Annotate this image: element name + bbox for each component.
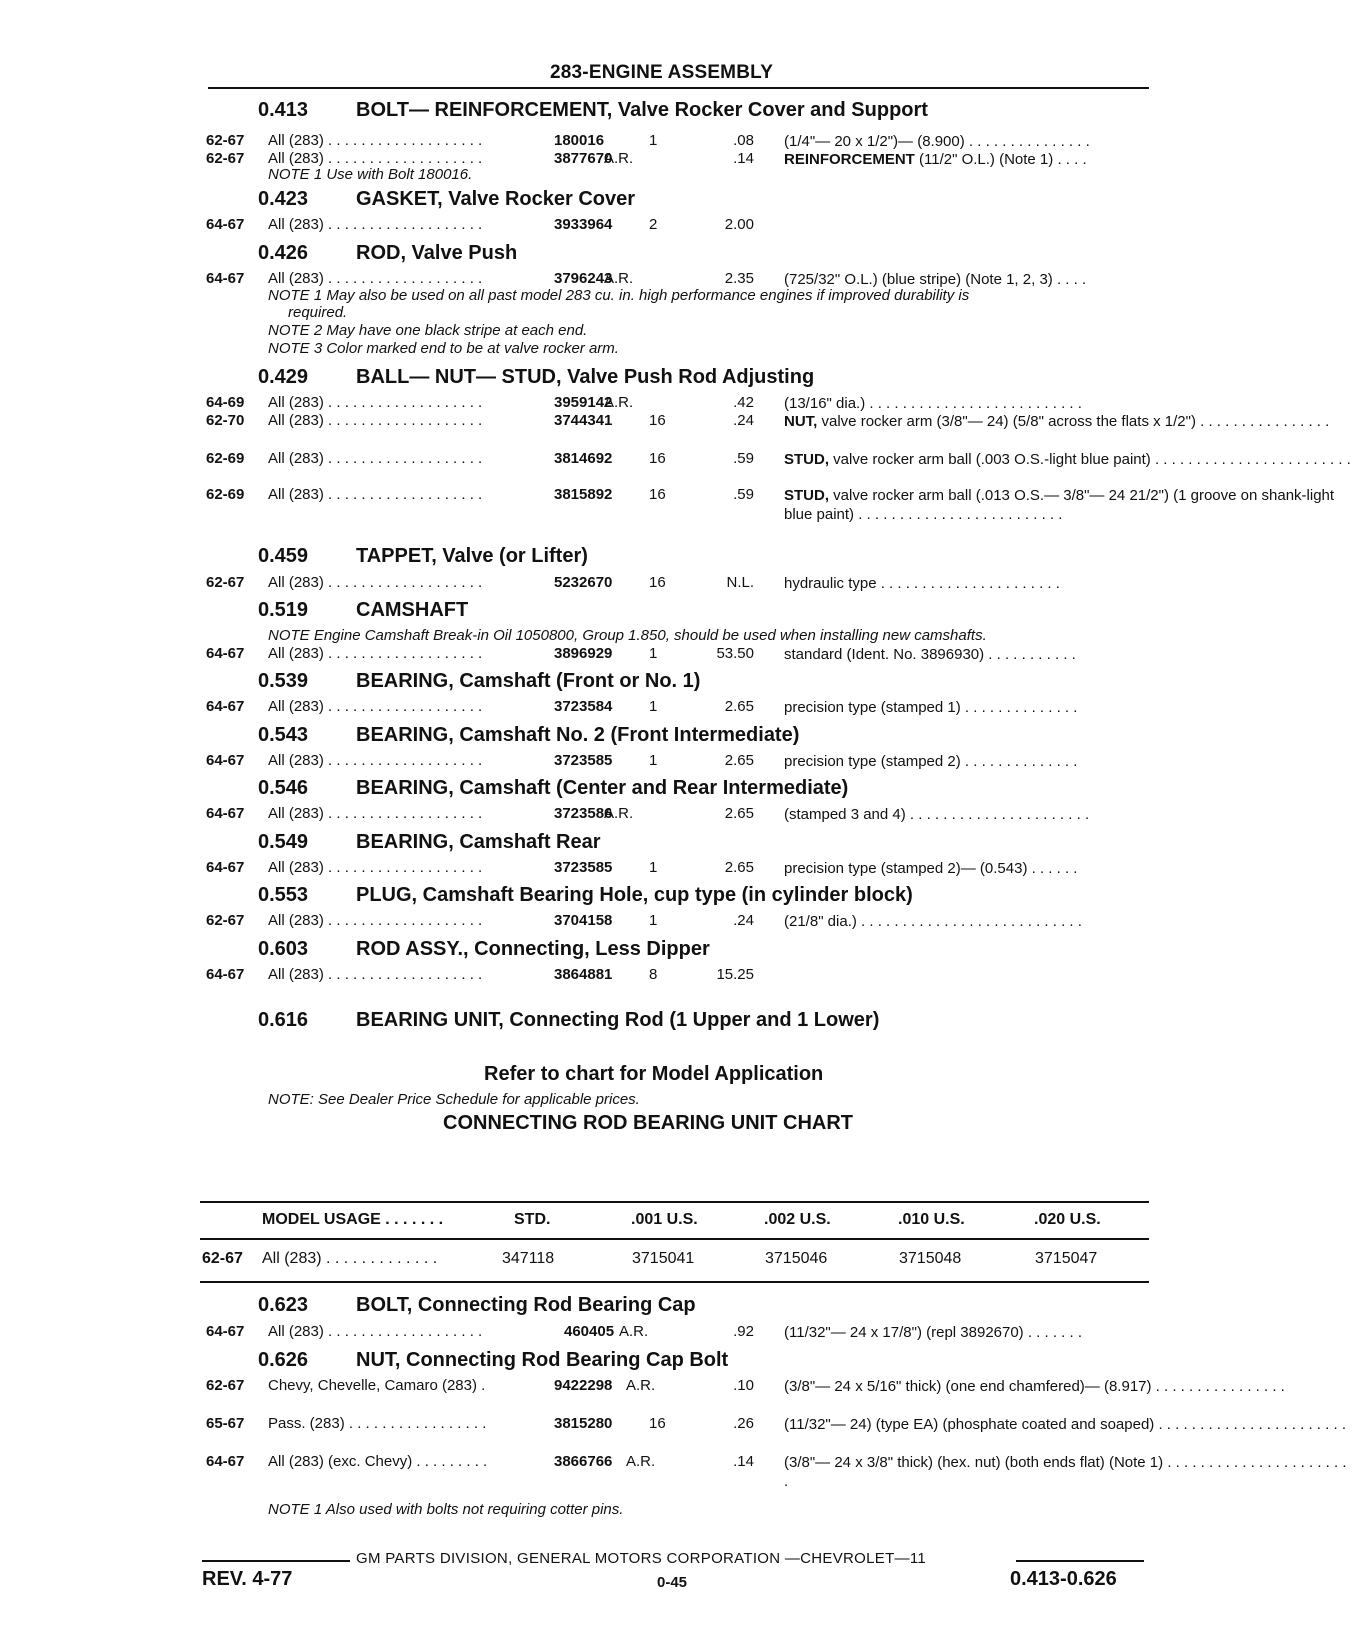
quantity: 16 (649, 1415, 666, 1432)
price: 15.25 (716, 966, 754, 983)
model-years: 62-67 (206, 912, 245, 929)
application: All (283) . . . . . . . . . . . . . . . . . . . (268, 645, 483, 662)
description: (11/32"— 24 x 17/8") (repl 3892670) . . . . . . . (784, 1324, 1083, 1341)
section-number: 0.429 (258, 366, 309, 388)
part-number: 3959142 (554, 394, 613, 411)
part-number: 9422298 (554, 1377, 613, 1394)
part-number: 460405 (564, 1323, 615, 1340)
description: (3/8"— 24 x 3/8" thick) (hex. nut) (both ends flat) (Note 1) . . . . . . . . . . . . . . . . . . . . . . . (784, 1454, 1347, 1490)
header-rule (208, 87, 1149, 89)
part-number: 3815280 (554, 1415, 613, 1432)
quantity: A.R. (604, 150, 634, 167)
part-number: 3744341 (554, 412, 613, 429)
model-years: 62-67 (206, 1377, 245, 1394)
section-title: BEARING, Camshaft (Center and Rear Intermediate) (356, 777, 849, 799)
part-number: 3933964 (554, 216, 613, 233)
section-number: 0.413 (258, 99, 309, 121)
price: 2.65 (724, 805, 754, 822)
application: All (283) . . . . . . . . . . . . . . . . . . . (268, 450, 483, 467)
section-title: BALL— NUT— STUD, Valve Push Rod Adjusting (356, 366, 815, 388)
price: .10 (733, 1377, 754, 1394)
section-number: 0.549 (258, 831, 309, 853)
description: (21/8" dia.) . . . . . . . . . . . . . . . . . . . . . . . . . . . (784, 913, 1082, 930)
section-number: 0.519 (258, 599, 309, 621)
application: All (283) . . . . . . . . . . . . . . . . . . . (268, 150, 483, 167)
note: NOTE 3 Color marked end to be at valve rocker arm. (268, 340, 619, 357)
price: .26 (733, 1415, 754, 1432)
chart-title: CONNECTING ROD BEARING UNIT CHART (443, 1112, 853, 1134)
application: All (283) . . . . . . . . . . . . . . . . . . . (268, 216, 483, 233)
application: All (283) . . . . . . . . . . . . . . . . . . . (268, 132, 483, 149)
application: All (283) . . . . . . . . . . . . . . . . . . . (268, 574, 483, 591)
application: All (283) . . . . . . . . . . . . . . . . . . . (268, 412, 483, 429)
description: precision type (stamped 1) . . . . . . . . . . . . . . (784, 699, 1078, 716)
chart-mid-rule (200, 1238, 1149, 1240)
quantity: 16 (649, 486, 666, 503)
section-title: PLUG, Camshaft Bearing Hole, cup type (in cylinder block) (356, 884, 913, 906)
chart-header-model: MODEL USAGE . . . . . . . (262, 1211, 444, 1228)
section-title: ROD, Valve Push (356, 242, 518, 264)
price: 2.35 (724, 270, 754, 287)
part-number: 180016 (554, 132, 605, 149)
model-years: 62-69 (206, 486, 245, 503)
model-years: 64-67 (206, 1323, 245, 1340)
description: precision type (stamped 2) . . . . . . . . . . . . . . (784, 753, 1078, 770)
part-number: 3723584 (554, 698, 613, 715)
section-title: BEARING, Camshaft (Front or No. 1) (356, 670, 701, 692)
note: NOTE 1 Use with Bolt 180016. (268, 166, 473, 183)
part-number: 3815892 (554, 486, 613, 503)
application: All (283) . . . . . . . . . . . . . . . . . . . (268, 859, 483, 876)
part-number: 5232670 (554, 574, 613, 591)
note: NOTE 1 Also used with bolts not requiring cotter pins. (268, 1501, 624, 1518)
page-title: 283-ENGINE ASSEMBLY (550, 62, 774, 83)
price: 2.65 (724, 698, 754, 715)
description: (725/32" O.L.) (blue stripe) (Note 1, 2, 3) . . . . (784, 271, 1087, 288)
price: .14 (733, 1453, 754, 1470)
quantity: A.R. (626, 1377, 656, 1394)
chart-cell-020: 3715047 (1035, 1250, 1098, 1267)
chart-header-010: .010 U.S. (898, 1211, 965, 1228)
part-number: 3704158 (554, 912, 613, 929)
revision-label: REV. 4-77 (202, 1568, 293, 1590)
chart-top-rule (200, 1201, 1149, 1203)
chart-bottom-rule (200, 1281, 1149, 1283)
application: All (283) . . . . . . . . . . . . . . . . . . . (268, 394, 483, 411)
part-number: 3796243 (554, 270, 613, 287)
footer-rule-right (1016, 1560, 1144, 1562)
quantity: 1 (649, 132, 658, 149)
footer-publisher: GM PARTS DIVISION, GENERAL MOTORS CORPORATION —CHEVROLET—11 (356, 1550, 927, 1567)
price: 2.65 (724, 752, 754, 769)
chart-cell-002: 3715046 (765, 1250, 828, 1267)
section-number: 0.459 (258, 545, 309, 567)
quantity: A.R. (604, 805, 634, 822)
model-years: 64-67 (206, 645, 245, 662)
description: (1/4"— 20 x 1/2")— (8.900) . . . . . . . . . . . . . . . (784, 133, 1090, 150)
description: STUD, valve rocker arm ball (.003 O.S.-light blue paint) . . . . . . . . . . . . . . . . . . . . . . . . (784, 451, 1351, 468)
note: NOTE 2 May have one black stripe at each end. (268, 322, 588, 339)
description: NUT, valve rocker arm (3/8"— 24) (5/8" across the flats x 1/2") . . . . . . . . . . . . . . . . (784, 413, 1330, 430)
description: (stamped 3 and 4) . . . . . . . . . . . . . . . . . . . . . . (784, 806, 1090, 823)
application: Chevy, Chevelle, Camaro (283) . (268, 1377, 486, 1394)
price: 2.00 (724, 216, 754, 233)
chart-cell-001: 3715041 (632, 1250, 695, 1267)
note: NOTE 1 May also be used on all past model 283 cu. in. high performance engines if improved durability is (268, 287, 970, 304)
model-years: 64-67 (206, 966, 245, 983)
description: hydraulic type . . . . . . . . . . . . . . . . . . . . . . (784, 575, 1060, 592)
section-title: BEARING, Camshaft Rear (356, 831, 601, 853)
description: (3/8"— 24 x 5/16" thick) (one end chamfered)— (8.917) . . . . . . . . . . . . . . . . (784, 1378, 1285, 1395)
application: All (283) . . . . . . . . . . . . . . . . . . . (268, 805, 483, 822)
model-years: 64-69 (206, 394, 245, 411)
section-title: ROD ASSY., Connecting, Less Dipper (356, 938, 710, 960)
description: standard (Ident. No. 3896930) . . . . . . . . . . . (784, 646, 1076, 663)
footer-rule-left (202, 1560, 350, 1562)
note: NOTE: See Dealer Price Schedule for applicable prices. (268, 1091, 640, 1108)
description: STUD, valve rocker arm ball (.013 O.S.— 3/8"— 24 21/2") (1 groove on shank-light blue paint) . . . . . . . . . . . . . . . . . . . . . . . . . (784, 487, 1335, 523)
part-number: 3723585 (554, 752, 613, 769)
price: .42 (733, 394, 754, 411)
price: .24 (733, 412, 754, 429)
application: All (283) . . . . . . . . . . . . . . . . . . . (268, 1323, 483, 1340)
model-years: 64-67 (206, 270, 245, 287)
price: .92 (733, 1323, 754, 1340)
model-years: 62-69 (206, 450, 245, 467)
group-range: 0.413-0.626 (1010, 1568, 1117, 1590)
chart-cell-usage: All (283) . . . . . . . . . . . . . (262, 1250, 438, 1267)
model-years: 62-70 (206, 412, 245, 429)
section-number: 0.626 (258, 1349, 309, 1371)
section-title: TAPPET, Valve (or Lifter) (356, 545, 588, 567)
model-years: 64-67 (206, 216, 245, 233)
quantity: 16 (649, 574, 666, 591)
section-number: 0.426 (258, 242, 309, 264)
quantity: 2 (649, 216, 658, 233)
chart-cell-010: 3715048 (899, 1250, 962, 1267)
section-title: BOLT— REINFORCEMENT, Valve Rocker Cover and Support (356, 99, 928, 121)
page-number: 0-45 (657, 1574, 688, 1591)
price: .59 (733, 450, 754, 467)
part-number: 3723585 (554, 859, 613, 876)
chart-cell-std: 347118 (502, 1250, 555, 1267)
part-number: 3723586 (554, 805, 613, 822)
section-number: 0.603 (258, 938, 309, 960)
section-title: BEARING UNIT, Connecting Rod (1 Upper and 1 Lower) (356, 1009, 880, 1031)
chart-header-020: .020 U.S. (1034, 1211, 1101, 1228)
section-number: 0.539 (258, 670, 309, 692)
quantity: 1 (649, 752, 658, 769)
application: All (283) . . . . . . . . . . . . . . . . . . . (268, 912, 483, 929)
description: precision type (stamped 2)— (0.543) . . . . . . (784, 860, 1078, 877)
model-years: 64-67 (206, 805, 245, 822)
part-number: 3896929 (554, 645, 613, 662)
price: .14 (733, 150, 754, 167)
model-years: 62-67 (206, 150, 245, 167)
model-years: 64-67 (206, 698, 245, 715)
quantity: 1 (649, 912, 658, 929)
model-years: 62-67 (206, 132, 245, 149)
section-title: CAMSHAFT (356, 599, 469, 621)
price: N.L. (726, 574, 754, 591)
application: Pass. (283) . . . . . . . . . . . . . . . . . (268, 1415, 487, 1432)
application: All (283) . . . . . . . . . . . . . . . . . . . (268, 752, 483, 769)
chart-header-std: STD. (514, 1211, 551, 1228)
section-number: 0.616 (258, 1009, 309, 1031)
chart-header-001: .001 U.S. (631, 1211, 698, 1228)
part-number: 3814692 (554, 450, 613, 467)
part-number: 3864881 (554, 966, 613, 983)
price: .24 (733, 912, 754, 929)
application: All (283) . . . . . . . . . . . . . . . . . . . (268, 270, 483, 287)
quantity: 1 (649, 645, 658, 662)
price: .08 (733, 132, 754, 149)
section-number: 0.553 (258, 884, 309, 906)
model-years: 64-67 (206, 1453, 245, 1470)
quantity: 1 (649, 859, 658, 876)
section-title: BEARING, Camshaft No. 2 (Front Intermediate) (356, 724, 800, 746)
quantity: 16 (649, 450, 666, 467)
description: (11/32"— 24) (type EA) (phosphate coated and soaped) . . . . . . . . . . . . . . . . . . . . . . . (784, 1416, 1346, 1433)
quantity: A.R. (604, 394, 634, 411)
note: required. (288, 304, 348, 321)
part-number: 3866766 (554, 1453, 613, 1470)
part-number: 3877670 (554, 150, 613, 167)
quantity: 16 (649, 412, 666, 429)
section-number: 0.423 (258, 188, 309, 210)
chart-header-002: .002 U.S. (764, 1211, 831, 1228)
note: NOTE Engine Camshaft Break-in Oil 1050800, Group 1.850, should be used when installing new camshafts. (268, 627, 987, 644)
quantity: A.R. (604, 270, 634, 287)
application: All (283) (exc. Chevy) . . . . . . . . . (268, 1453, 488, 1470)
section-number: 0.546 (258, 777, 309, 799)
model-years: 62-67 (206, 574, 245, 591)
application: All (283) . . . . . . . . . . . . . . . . . . . (268, 486, 483, 503)
quantity: 1 (649, 698, 658, 715)
refer-heading: Refer to chart for Model Application (484, 1063, 824, 1085)
description: REINFORCEMENT (11/2" O.L.) (Note 1) . . . . (784, 151, 1087, 168)
quantity: 8 (649, 966, 658, 983)
model-years: 64-67 (206, 752, 245, 769)
price: .59 (733, 486, 754, 503)
section-title: NUT, Connecting Rod Bearing Cap Bolt (356, 1349, 729, 1371)
model-years: 65-67 (206, 1415, 245, 1432)
section-number: 0.543 (258, 724, 309, 746)
description: (13/16" dia.) . . . . . . . . . . . . . . . . . . . . . . . . . . (784, 395, 1082, 412)
application: All (283) . . . . . . . . . . . . . . . . . . . (268, 698, 483, 715)
section-title: BOLT, Connecting Rod Bearing Cap (356, 1294, 696, 1316)
model-years: 64-67 (206, 859, 245, 876)
section-title: GASKET, Valve Rocker Cover (356, 188, 636, 210)
application: All (283) . . . . . . . . . . . . . . . . . . . (268, 966, 483, 983)
price: 2.65 (724, 859, 754, 876)
section-number: 0.623 (258, 1294, 309, 1316)
chart-cell-years: 62-67 (202, 1250, 243, 1267)
quantity: A.R. (619, 1323, 649, 1340)
price: 53.50 (716, 645, 754, 662)
quantity: A.R. (626, 1453, 656, 1470)
